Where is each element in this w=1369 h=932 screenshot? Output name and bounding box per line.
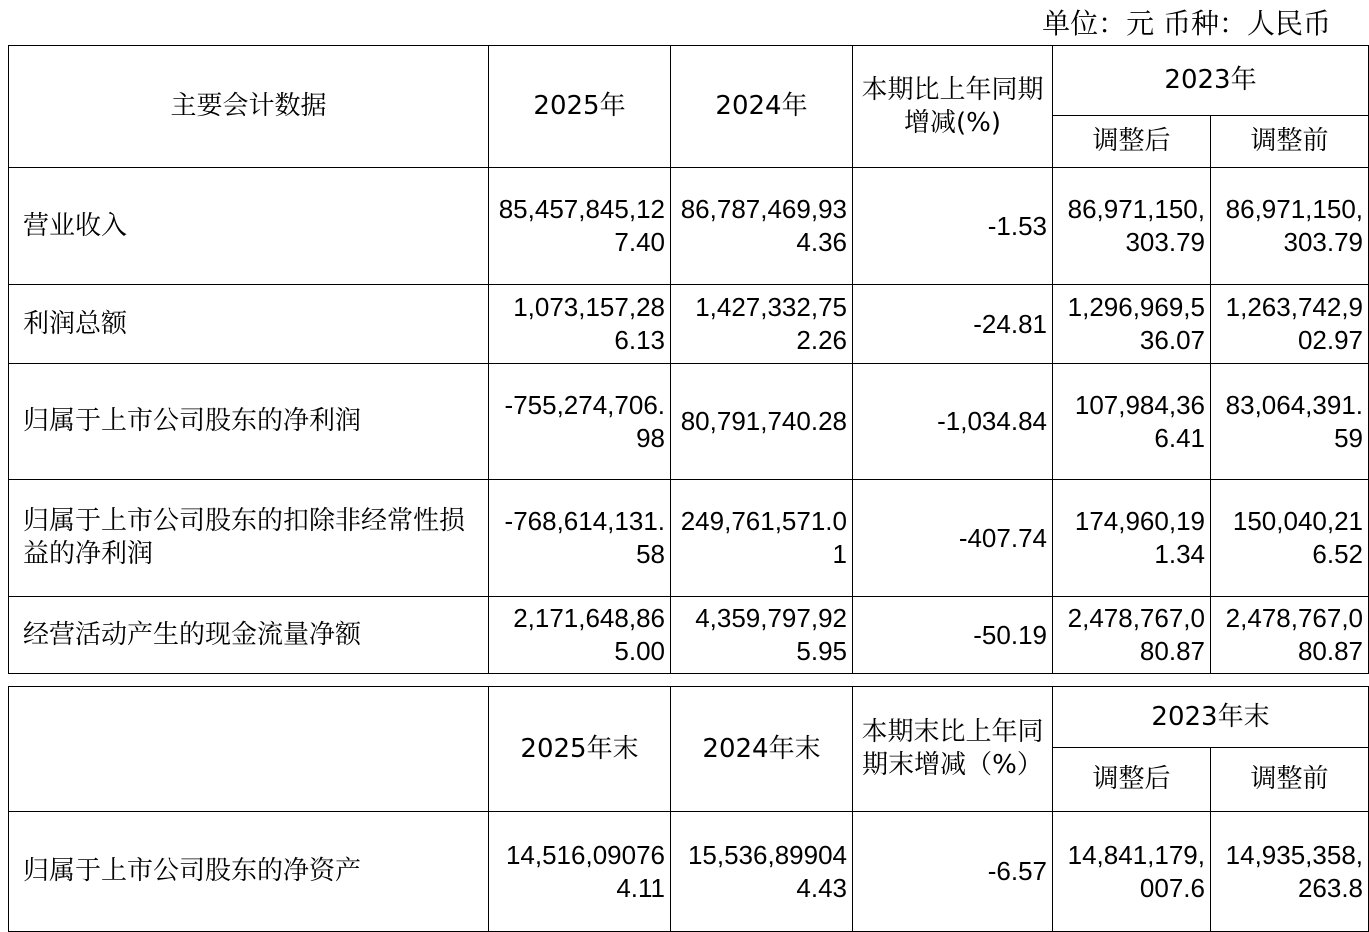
value-change: -50.19 — [853, 597, 1053, 674]
value-2023-before: 86,971,150,303.79 — [1211, 168, 1369, 285]
row-label: 归属于上市公司股东的净资产 — [9, 812, 489, 932]
value-2025: 85,457,845,127.40 — [489, 168, 671, 285]
value-2024: 86,787,469,934.36 — [671, 168, 853, 285]
header-2023-end: 2023年末 — [1053, 687, 1369, 748]
value-2024: 4,359,797,925.95 — [671, 597, 853, 674]
value-2025: 1,073,157,286.13 — [489, 285, 671, 364]
header-2024-end: 2024年末 — [671, 687, 853, 812]
value-2024-end: 15,536,899044.43 — [671, 812, 853, 932]
value-2025: -768,614,131.58 — [489, 480, 671, 597]
row-label: 利润总额 — [9, 285, 489, 364]
table-row — [9, 168, 1369, 285]
header-2023-before-adjust: 调整前 — [1211, 116, 1369, 168]
header-yoy-change: 本期比上年同期增减(%) — [853, 46, 1053, 168]
value-change: -1.53 — [853, 168, 1053, 285]
table-row — [9, 364, 1369, 480]
header-2024: 2024年 — [671, 46, 853, 168]
header-blank — [9, 687, 489, 812]
value-2025: -755,274,706.98 — [489, 364, 671, 480]
table-row — [9, 285, 1369, 364]
value-2023-before: 2,478,767,080.87 — [1211, 597, 1369, 674]
value-change: -24.81 — [853, 285, 1053, 364]
header-2025-end: 2025年末 — [489, 687, 671, 812]
header-2023-end-before-adjust: 调整前 — [1211, 748, 1369, 812]
table-row — [9, 597, 1369, 674]
header-main-data: 主要会计数据 — [9, 46, 489, 168]
row-label: 经营活动产生的现金流量净额 — [9, 597, 489, 674]
header-period-end-change: 本期末比上年同期末增减（%） — [853, 687, 1053, 812]
table-header-row — [9, 687, 1369, 748]
value-2025: 2,171,648,865.00 — [489, 597, 671, 674]
value-change: -6.57 — [853, 812, 1053, 932]
row-label: 营业收入 — [9, 168, 489, 285]
header-2023: 2023年 — [1053, 46, 1369, 116]
value-2023-adjusted: 107,984,366.41 — [1053, 364, 1211, 480]
row-label: 归属于上市公司股东的扣除非经常性损益的净利润 — [9, 480, 489, 597]
value-2023-end-adjusted: 14,841,179,007.6 — [1053, 812, 1211, 932]
currency-unit-note: 单位：元 币种：人民币 — [1042, 7, 1331, 40]
value-change: -1,034.84 — [853, 364, 1053, 480]
header-2023-adjusted: 调整后 — [1053, 116, 1211, 168]
value-2023-end-before: 14,935,358,263.8 — [1211, 812, 1369, 932]
value-2025-end: 14,516,090764.11 — [489, 812, 671, 932]
period-end-data-table — [8, 686, 1369, 932]
row-label: 归属于上市公司股东的净利润 — [9, 364, 489, 480]
value-2023-before: 83,064,391.59 — [1211, 364, 1369, 480]
table-row — [9, 480, 1369, 597]
value-2023-adjusted: 1,296,969,536.07 — [1053, 285, 1211, 364]
value-2024: 249,761,571.01 — [671, 480, 853, 597]
table-header-row — [9, 46, 1369, 116]
key-accounting-data-table — [8, 45, 1369, 674]
header-2023-end-adjusted: 调整后 — [1053, 748, 1211, 812]
value-2023-adjusted: 174,960,191.34 — [1053, 480, 1211, 597]
table-row — [9, 812, 1369, 932]
value-2024: 80,791,740.28 — [671, 364, 853, 480]
value-change: -407.74 — [853, 480, 1053, 597]
value-2023-adjusted: 86,971,150,303.79 — [1053, 168, 1211, 285]
value-2023-before: 1,263,742,902.97 — [1211, 285, 1369, 364]
value-2023-adjusted: 2,478,767,080.87 — [1053, 597, 1211, 674]
header-2025: 2025年 — [489, 46, 671, 168]
value-2024: 1,427,332,752.26 — [671, 285, 853, 364]
value-2023-before: 150,040,216.52 — [1211, 480, 1369, 597]
